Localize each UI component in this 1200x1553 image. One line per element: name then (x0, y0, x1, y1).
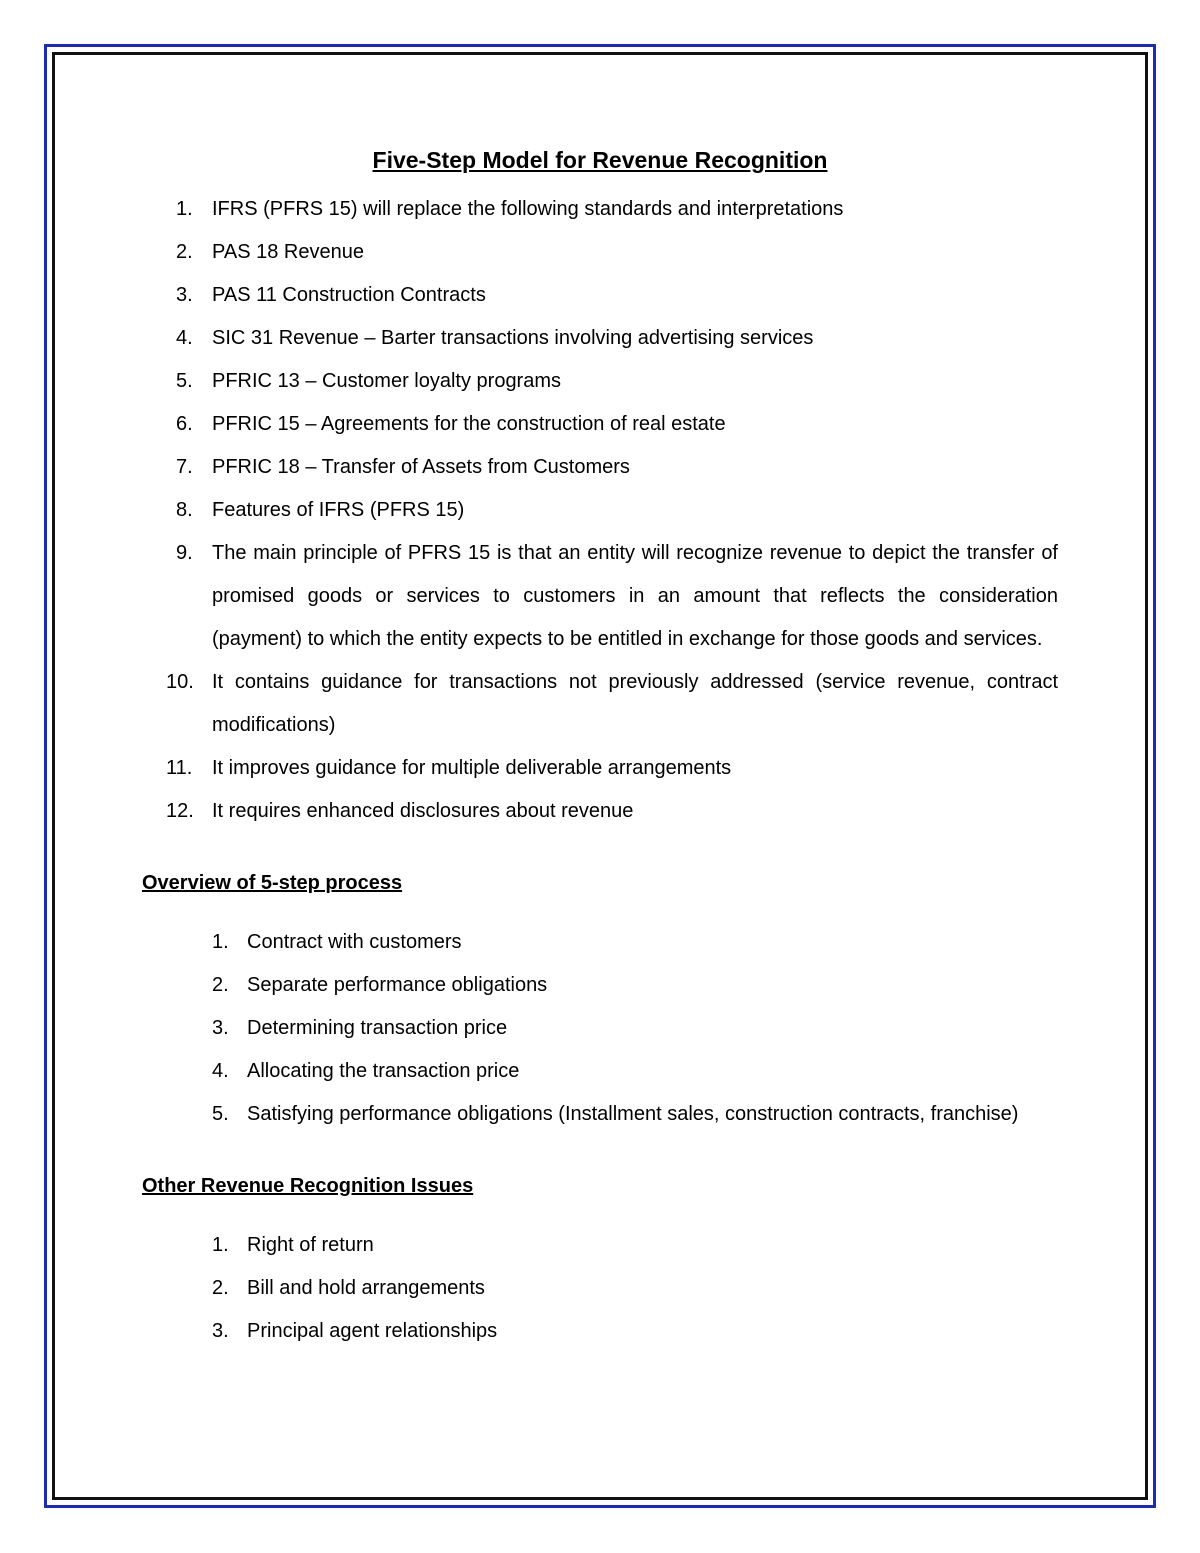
list-item: 9. The main principle of PFRS 15 is that an entity will recognize revenue to depict the transfer of promised goods or services to customers in an amount that reflects the consideration (payment) to which the entity expects to be entitled in exchange for those goods and services. (176, 542, 1058, 650)
list-item: 3. PAS 11 Construction Contracts (176, 284, 486, 306)
list-item: 2. Bill and hold arrangements (212, 1277, 485, 1299)
list-item: 5. PFRIC 13 – Customer loyalty programs (176, 370, 562, 392)
list-item: 4. Allocating the transaction price (212, 1060, 520, 1082)
list-item: 3. Determining transaction price (212, 1017, 508, 1039)
overview-list (142, 921, 1058, 1136)
list-item: 10. It contains guidance for transactions not previously addressed (service revenue, contract modifications) (166, 671, 1058, 736)
list-item: 2. PAS 18 Revenue (176, 241, 364, 263)
list-item: 12. It requires enhanced disclosures about revenue (166, 800, 634, 822)
list-item: 7. PFRIC 18 – Transfer of Assets from Customers (176, 456, 630, 478)
list-item: 4. SIC 31 Revenue – Barter transactions involving advertising services (176, 327, 814, 349)
list-item: 2. Separate performance obligations (212, 974, 548, 996)
list-item: 1. Contract with customers (212, 931, 462, 953)
standards-list (142, 188, 1058, 833)
document-title: Five-Step Model for Revenue Recognition (372, 147, 828, 173)
list-item: 8. Features of IFRS (PFRS 15) (176, 499, 465, 521)
list-item: 11. It improves guidance for multiple deliverable arrangements (166, 757, 732, 779)
list-item: 5. Satisfying performance obligations (Installment sales, construction contracts, franchise) (212, 1103, 1019, 1125)
other-issues-list (142, 1224, 1058, 1353)
list-item: 6. PFRIC 15 – Agreements for the construction of real estate (176, 413, 726, 435)
list-item: 1. IFRS (PFRS 15) will replace the following standards and interpretations (176, 198, 844, 220)
section-heading-overview: Overview of 5-step process (142, 872, 403, 894)
section-heading-other-issues: Other Revenue Recognition Issues (142, 1175, 474, 1197)
list-item: 3. Principal agent relationships (212, 1320, 498, 1342)
document-content (142, 140, 1058, 1353)
list-item: 1. Right of return (212, 1234, 374, 1256)
